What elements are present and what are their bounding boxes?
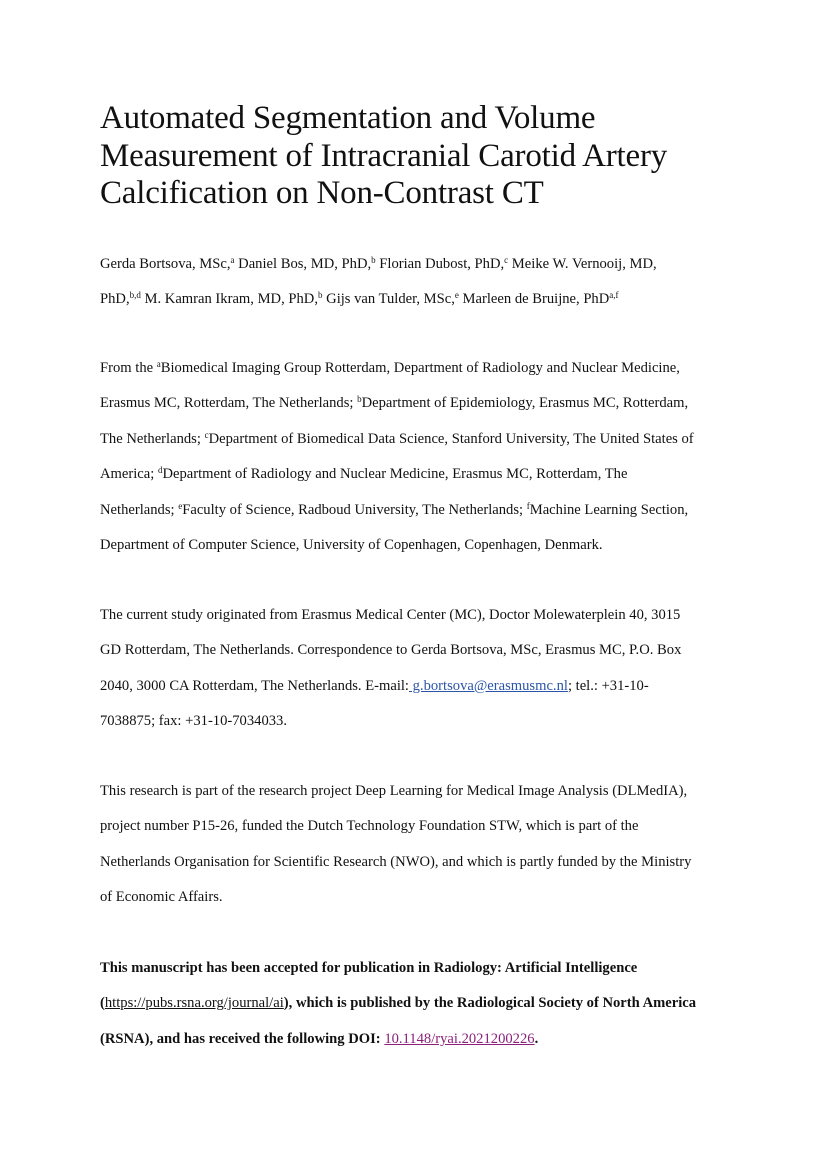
funding-paragraph xyxy=(100,774,740,916)
author-line-2 xyxy=(100,282,740,317)
email-link[interactable]: g.bortsova@erasmusmc.nl xyxy=(408,677,568,694)
affiliation-marker: c xyxy=(504,255,509,265)
funding-line-1: This research is part of the research project Deep Learning for Medical Image Analysis (DLMedIA), xyxy=(100,783,688,799)
author-name: Gijs van Tulder, MSc, xyxy=(322,291,455,308)
correspondence-line-1: The current study originated from Erasmus Medical Center (MC), Doctor Molewaterplein 40, 3015 xyxy=(100,607,681,623)
correspondence-line-4: 7038875; fax: +31-10-7034033. xyxy=(100,713,287,730)
doi-link[interactable]: 10.1148/ryai.2021200226 xyxy=(384,1030,535,1047)
paper-title xyxy=(100,100,730,213)
author-name-cont: PhD, xyxy=(100,291,130,308)
author-name: Gerda Bortsova, MSc, xyxy=(100,256,231,272)
funding-line-4: of Economic Affairs. xyxy=(100,889,223,906)
affiliation-marker: a,f xyxy=(609,290,619,301)
affiliation-marker: b xyxy=(371,255,376,265)
affiliation-marker: b xyxy=(318,290,323,301)
author-name: Meike W. Vernooij, MD, xyxy=(508,256,657,272)
funding-line-2: project number P15-26, funded the Dutch Technology Foundation STW, which is part of the xyxy=(100,818,639,835)
correspondence-line-2: GD Rotterdam, The Netherlands. Correspondence to Gerda Bortsova, MSc, Erasmus MC, P.O. Box xyxy=(100,642,682,659)
affiliation-marker: a xyxy=(230,255,235,265)
title-line-3: Calcification on Non-Contrast CT xyxy=(100,175,544,211)
title-line-2: Measurement of Intracranial Carotid Artery xyxy=(100,137,668,174)
affiliation-line-6: Department of Computer Science, University of Copenhagen, Copenhagen, Denmark. xyxy=(100,537,603,554)
author-line-1 xyxy=(100,247,740,282)
correspondence-line-3: 2040, 3000 CA Rotterdam, The Netherlands. E-mail: g.bortsova@erasmusmc.nl; tel.: +31-10- xyxy=(100,677,649,694)
affiliations xyxy=(100,351,740,563)
author-name: Florian Dubost, PhD, xyxy=(375,256,505,272)
affiliation-marker: b,d xyxy=(129,290,141,301)
funding-line-3: Netherlands Organisation for Scientific Research (NWO), and which is partly funded by the Ministry xyxy=(100,853,692,870)
affiliation-line-3: The Netherlands; $^c$Department of Biomedical Data Science, Stanford University, The United States of xyxy=(100,429,694,447)
author-name: Daniel Bos, MD, PhD, xyxy=(234,256,372,272)
affiliation-marker: a xyxy=(156,359,161,369)
author-name: M. Kamran Ikram, MD, PhD, xyxy=(140,291,318,308)
author-list xyxy=(100,247,740,318)
affiliation-marker: e xyxy=(454,290,459,301)
affiliation-marker: f xyxy=(526,500,530,511)
affiliation-line-5: Netherlands; $^e$Faculty of Science, Radboud University, The Netherlands; $^f$Machine Learning Section, xyxy=(100,500,689,518)
affiliation-marker: c xyxy=(204,429,209,440)
acceptance-line-2: (https://pubs.rsna.org/journal/ai), which is published by the Radiological Society of North America xyxy=(100,995,697,1012)
title-line-1: Automated Segmentation and Volume xyxy=(100,100,596,136)
affiliation-marker: e xyxy=(178,500,183,511)
acceptance-line-3: (RSNA), and has received the following DOI: 10.1148/ryai.2021200226. xyxy=(100,1030,539,1047)
affiliation-marker: d xyxy=(157,465,163,476)
acceptance-line-1: This manuscript has been accepted for publication in Radiology: Artificial Intelligence xyxy=(100,960,638,976)
affiliation-line-4: America; $^d$Department of Radiology and Nuclear Medicine, Erasmus MC, Rotterdam, The xyxy=(100,465,628,483)
author-name: Marleen de Bruijne, PhD xyxy=(458,291,610,308)
affiliation-marker: b xyxy=(357,394,362,405)
affiliation-line-1: From the $^a$Biomedical Imaging Group Rotterdam, Department of Radiology and Nuclear Medicine, xyxy=(100,359,680,376)
correspondence-paragraph xyxy=(100,598,740,740)
affiliation-line-2: Erasmus MC, Rotterdam, The Netherlands; $^b$Department of Epidemiology, Erasmus MC, Rotterdam, xyxy=(100,394,689,412)
acceptance-notice xyxy=(100,951,740,1057)
journal-url-link[interactable]: https://pubs.rsna.org/journal/ai xyxy=(104,995,284,1012)
